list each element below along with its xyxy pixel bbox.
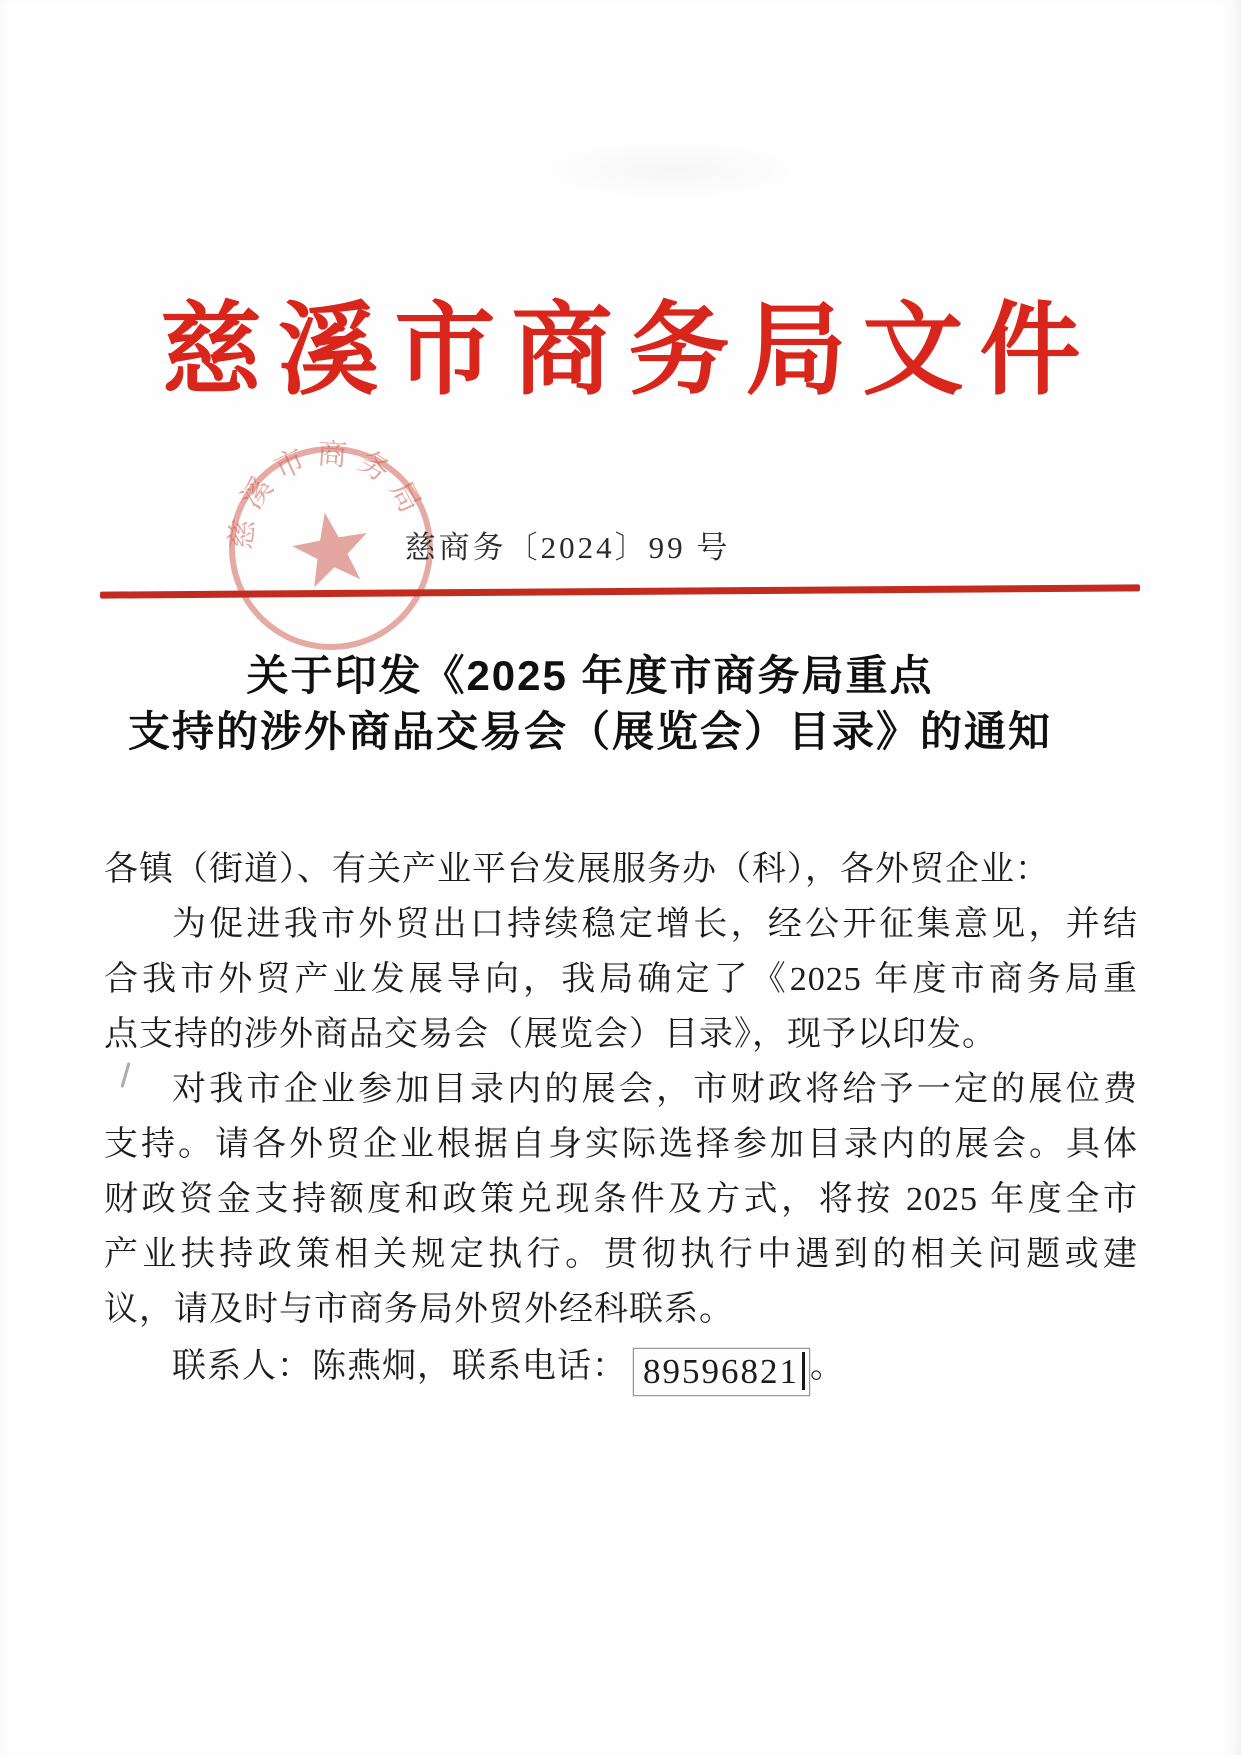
body-text [104,842,1138,1397]
body-line: 为促进我市外贸出口持续稳定增长，经公开征集意见，并结 [172,906,1138,943]
doc-title [40,648,1140,760]
body-line: 点支持的涉外商品交易会（展览会）目录》，现予以印发。 [104,1016,997,1053]
red-divider-rule [100,584,1140,598]
body-line: 合我市外贸产业发展导向，我局确定了《2025 年度市商务局重 [104,961,1138,998]
body-line: 各镇（街道）、有关产业平台发展服务办（科），各外贸企业： [104,851,1050,888]
body-line: 产业扶持政策相关规定执行。贯彻执行中遇到的相关问题或建 [104,1236,1138,1273]
contact-suffix: 。 [810,1348,845,1385]
body-line: 对我市企业参加目录内的展会，市财政将给予一定的展位费 [172,1071,1138,1108]
doc-number: 慈商务〔2024〕99 号 [404,530,731,565]
doc-title-line2: 支持的涉外商品交易会（展览会）目录》的通知 [127,708,1052,755]
seal-arc-text: 慈溪市商务局 [224,437,431,552]
body-line: 财政资金支持额度和政策兑现条件及方式，将按 2025 年度全市 [104,1181,1138,1218]
org-header-title: 慈溪市商务局文件 [160,295,1097,407]
phone-number-field[interactable] [633,1348,810,1396]
contact-line [104,1337,1138,1397]
scan-smudge [540,140,800,200]
phone-number: 89596821 [643,1352,799,1391]
body-line: 议，请及时与市商务局外贸外经科联系。 [104,1291,734,1328]
body-line: 支持。请各外贸企业根据自身实际选择参加目录内的展会。具体 [104,1126,1138,1163]
doc-title-line1: 关于印发《2025 年度市商务局重点 [246,652,934,699]
contact-prefix: 联系人：陈燕炯，联系电话： [172,1348,627,1385]
text-cursor [802,1352,805,1390]
